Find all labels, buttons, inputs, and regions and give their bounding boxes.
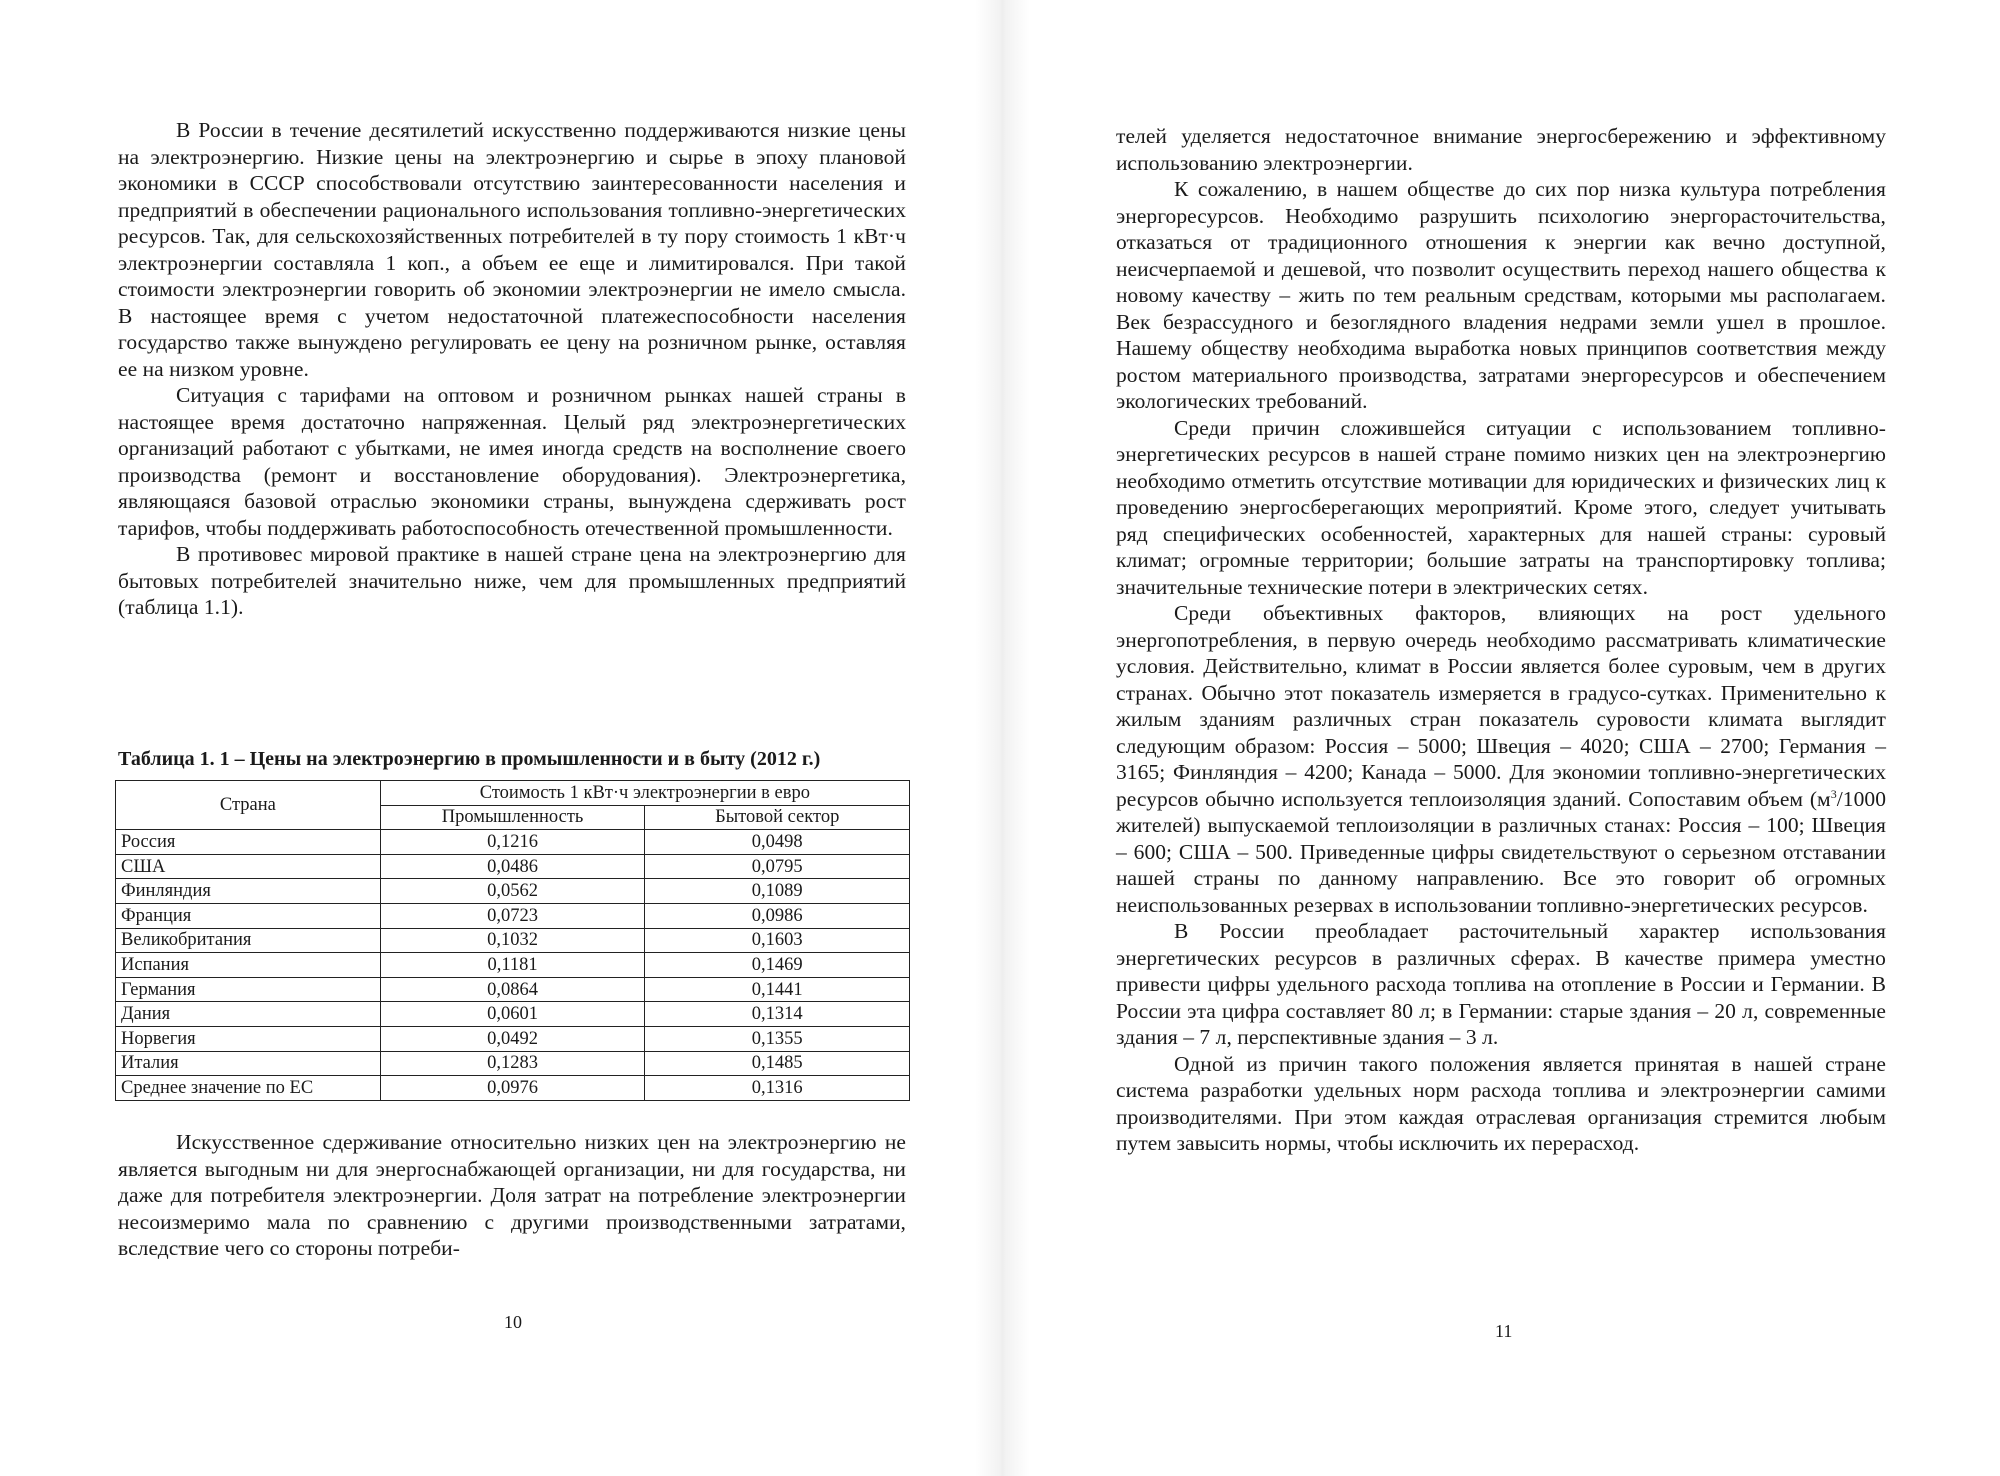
table-row	[116, 903, 910, 928]
right-paragraph-climate	[1116, 600, 1886, 918]
industry-price-cell: 0,0492	[380, 1026, 645, 1051]
header-country: Страна	[116, 781, 381, 830]
industry-price-cell: 0,0976	[380, 1076, 645, 1101]
right-paragraph-4: В России преобладает расточительный характер использования энергетических ресурсов в различных сферах. В качестве примера уместно привести цифры удельного расхода топлива на отопление в России и Германии. В России эта цифра составляет 80 л; в Германии: старые здания – 20 л, современные здания – 7 л, перспективные здания – 3 л.	[1116, 919, 1886, 1049]
climate-text-a: Среди объективных факторов, влияющих на рост удельного энергопотребления, в первую очередь необходимо рассматривать климатические условия. Действительно, климат в России является более суровым, чем в других странах. Обычно этот показатель измеряется в градусо-сутках. Применительно к жилым зданиям различных стран показатель суровости климата выглядит следующим образом: Россия – 5000; Швеция – 4020; США – 2700; Германия – 3165; Финляндия – 4200; Канада – 5000. Для экономии топливно-энергетических ресурсов обычно используется теплоизоляция зданий. Сопоставим объем (м	[1116, 601, 1886, 811]
price-table	[115, 780, 910, 1101]
household-price-cell: 0,1469	[645, 953, 910, 978]
household-price-cell: 0,1089	[645, 879, 910, 904]
header-cost-group: Стоимость 1 кВт·ч электроэнергии в евро	[380, 781, 909, 806]
price-table-body	[116, 830, 910, 1101]
industry-price-cell: 0,0864	[380, 977, 645, 1002]
household-price-cell: 0,0498	[645, 830, 910, 855]
country-cell: Испания	[116, 953, 381, 978]
household-price-cell: 0,1316	[645, 1076, 910, 1101]
left-paragraph-1: В России в течение десятилетий искусственно поддерживаются низкие цены на электроэнергию. Низкие цены на электроэнергию и сырье в эпоху плановой экономики в СССР способствовали отсутствию заинтересованности населения и предприятий в обеспечении рационального использования топливно-энергетических ресурсов. Так, для сельскохозяйственных потребителей в ту пору стоимость 1 кВт·ч электроэнергии составляла 1 коп., а объем ее еще и лимитировался. При такой стоимости электроэнергии говорить об экономии электроэнергии не имело смысла. В настоящее время с учетом недостаточной платежеспособности населения государство также вынуждено регулировать ее цену на розничном рынке, оставляя ее на низком уровне.	[118, 118, 906, 381]
industry-price-cell: 0,1216	[380, 830, 645, 855]
country-cell: США	[116, 854, 381, 879]
header-industry: Промышленность	[380, 805, 645, 830]
right-continuation: телей уделяется недостаточное внимание энергосбережению и эффективному использованию электроэнергии.	[1116, 124, 1886, 175]
industry-price-cell: 0,1181	[380, 953, 645, 978]
right-paragraph-5: Одной из причин такого положения является принятая в нашей стране система разработки удельных норм расхода топлива и электроэнергии самими производителями. При этом каждая отраслевая организация стремится любым путем завысить нормы, чтобы исключить их перерасход.	[1116, 1051, 1886, 1155]
country-cell: Норвегия	[116, 1026, 381, 1051]
table-row	[116, 879, 910, 904]
right-page	[1000, 0, 2000, 1476]
household-price-cell: 0,0986	[645, 903, 910, 928]
table-row	[116, 830, 910, 855]
country-cell: Среднее значение по ЕС	[116, 1076, 381, 1101]
right-paragraph-2: Среди причин сложившейся ситуации с использованием топливно-энергетических ресурсов в нашей стране помимо низких цен на электроэнергию необходимо отметить отсутствие мотивации для юридических и физических лиц к проведению энергосберегающих мероприятий. Кроме этого, следует учитывать ряд специфических особенностей, характерных для нашей страны: суровый климат; огромные территории; большие затраты на транспортировку топлива; значительные технические потери в электрических сетях.	[1116, 415, 1886, 599]
country-cell: Великобритания	[116, 928, 381, 953]
household-price-cell: 0,1485	[645, 1051, 910, 1076]
table-row	[116, 1051, 910, 1076]
household-price-cell: 0,1314	[645, 1002, 910, 1027]
page-number-right: 11	[1495, 1321, 1513, 1341]
left-text-top	[118, 117, 906, 621]
header-household: Бытовой сектор	[645, 805, 910, 830]
country-cell: Дания	[116, 1002, 381, 1027]
industry-price-cell: 0,1032	[380, 928, 645, 953]
left-paragraph-after-table: Искусственное сдерживание относительно низких цен на электроэнергию не является выгодным ни для энергоснабжающей организации, ни для государства, ни даже для потребителя электроэнергии. Доля затрат на потребление электроэнергии несоизмеримо мала по сравнению с другими производственными затратами, вследствие чего со стороны потреби-	[118, 1130, 906, 1260]
table-row	[116, 1026, 910, 1051]
table-row	[116, 953, 910, 978]
left-text-bottom	[118, 1129, 906, 1262]
left-paragraph-2: Ситуация с тарифами на оптовом и розничном рынках нашей страны в настоящее время достаточно напряженная. Целый ряд электроэнергетических организаций работают с убытками, не имея иногда средств на восполнение своего производства (ремонт и восстановление оборудования). Электроэнергетика, являющаяся базовой отраслью экономики страны, вынуждена сдерживать рост тарифов, чтобы поддерживать работоспособность отечественной промышленности.	[118, 383, 906, 540]
country-cell: Россия	[116, 830, 381, 855]
country-cell: Германия	[116, 977, 381, 1002]
table-caption: Таблица 1. 1 – Цены на электроэнергию в промышленности и в быту (2012 г.)	[118, 748, 821, 770]
table-row	[116, 1076, 910, 1101]
table-row	[116, 854, 910, 879]
climate-text-b: /1000 жителей) выпускаемой теплоизоляции в различных станах: Россия – 100; Швеция – 600; США – 500. Приведенные цифры свидетельствуют о серьезном отставании нашей страны по данному направлению. Все это говорит об огромных неиспользованных резервах в использовании топливно-энергетических ресурсов.	[1116, 786, 1886, 917]
household-price-cell: 0,1355	[645, 1026, 910, 1051]
industry-price-cell: 0,1283	[380, 1051, 645, 1076]
industry-price-cell: 0,0723	[380, 903, 645, 928]
right-paragraph-1: К сожалению, в нашем обществе до сих пор низка культура потребления энергоресурсов. Необходимо разрушить психологию энергорасточительства, отказаться от традиционного отношения к энергии как вечно доступной, неисчерпаемой и дешевой, что позволит осуществить переход нашего общества к новому качеству – жить по тем реальным средствам, которыми мы располагаем. Век безрассудного и безоглядного владения недрами земли ушел в прошлое. Нашему обществу необходима выработка новых принципов соответствия между ростом материального производства, затратами энергоресурсов и обеспечением экологических требований.	[1116, 177, 1886, 413]
household-price-cell: 0,1603	[645, 928, 910, 953]
table-row	[116, 977, 910, 1002]
household-price-cell: 0,0795	[645, 854, 910, 879]
page-number-left: 10	[504, 1312, 522, 1332]
industry-price-cell: 0,0562	[380, 879, 645, 904]
right-text	[1116, 123, 1886, 1157]
table-row	[116, 1002, 910, 1027]
left-paragraph-3: В противовес мировой практике в нашей стране цена на электроэнергию для бытовых потребителей значительно ниже, чем для промышленных предприятий (таблица 1.1).	[118, 542, 906, 619]
country-cell: Италия	[116, 1051, 381, 1076]
industry-price-cell: 0,0601	[380, 1002, 645, 1027]
country-cell: Финляндия	[116, 879, 381, 904]
industry-price-cell: 0,0486	[380, 854, 645, 879]
household-price-cell: 0,1441	[645, 977, 910, 1002]
cubic-superscript: 3	[1830, 786, 1837, 801]
country-cell: Франция	[116, 903, 381, 928]
table-row	[116, 928, 910, 953]
